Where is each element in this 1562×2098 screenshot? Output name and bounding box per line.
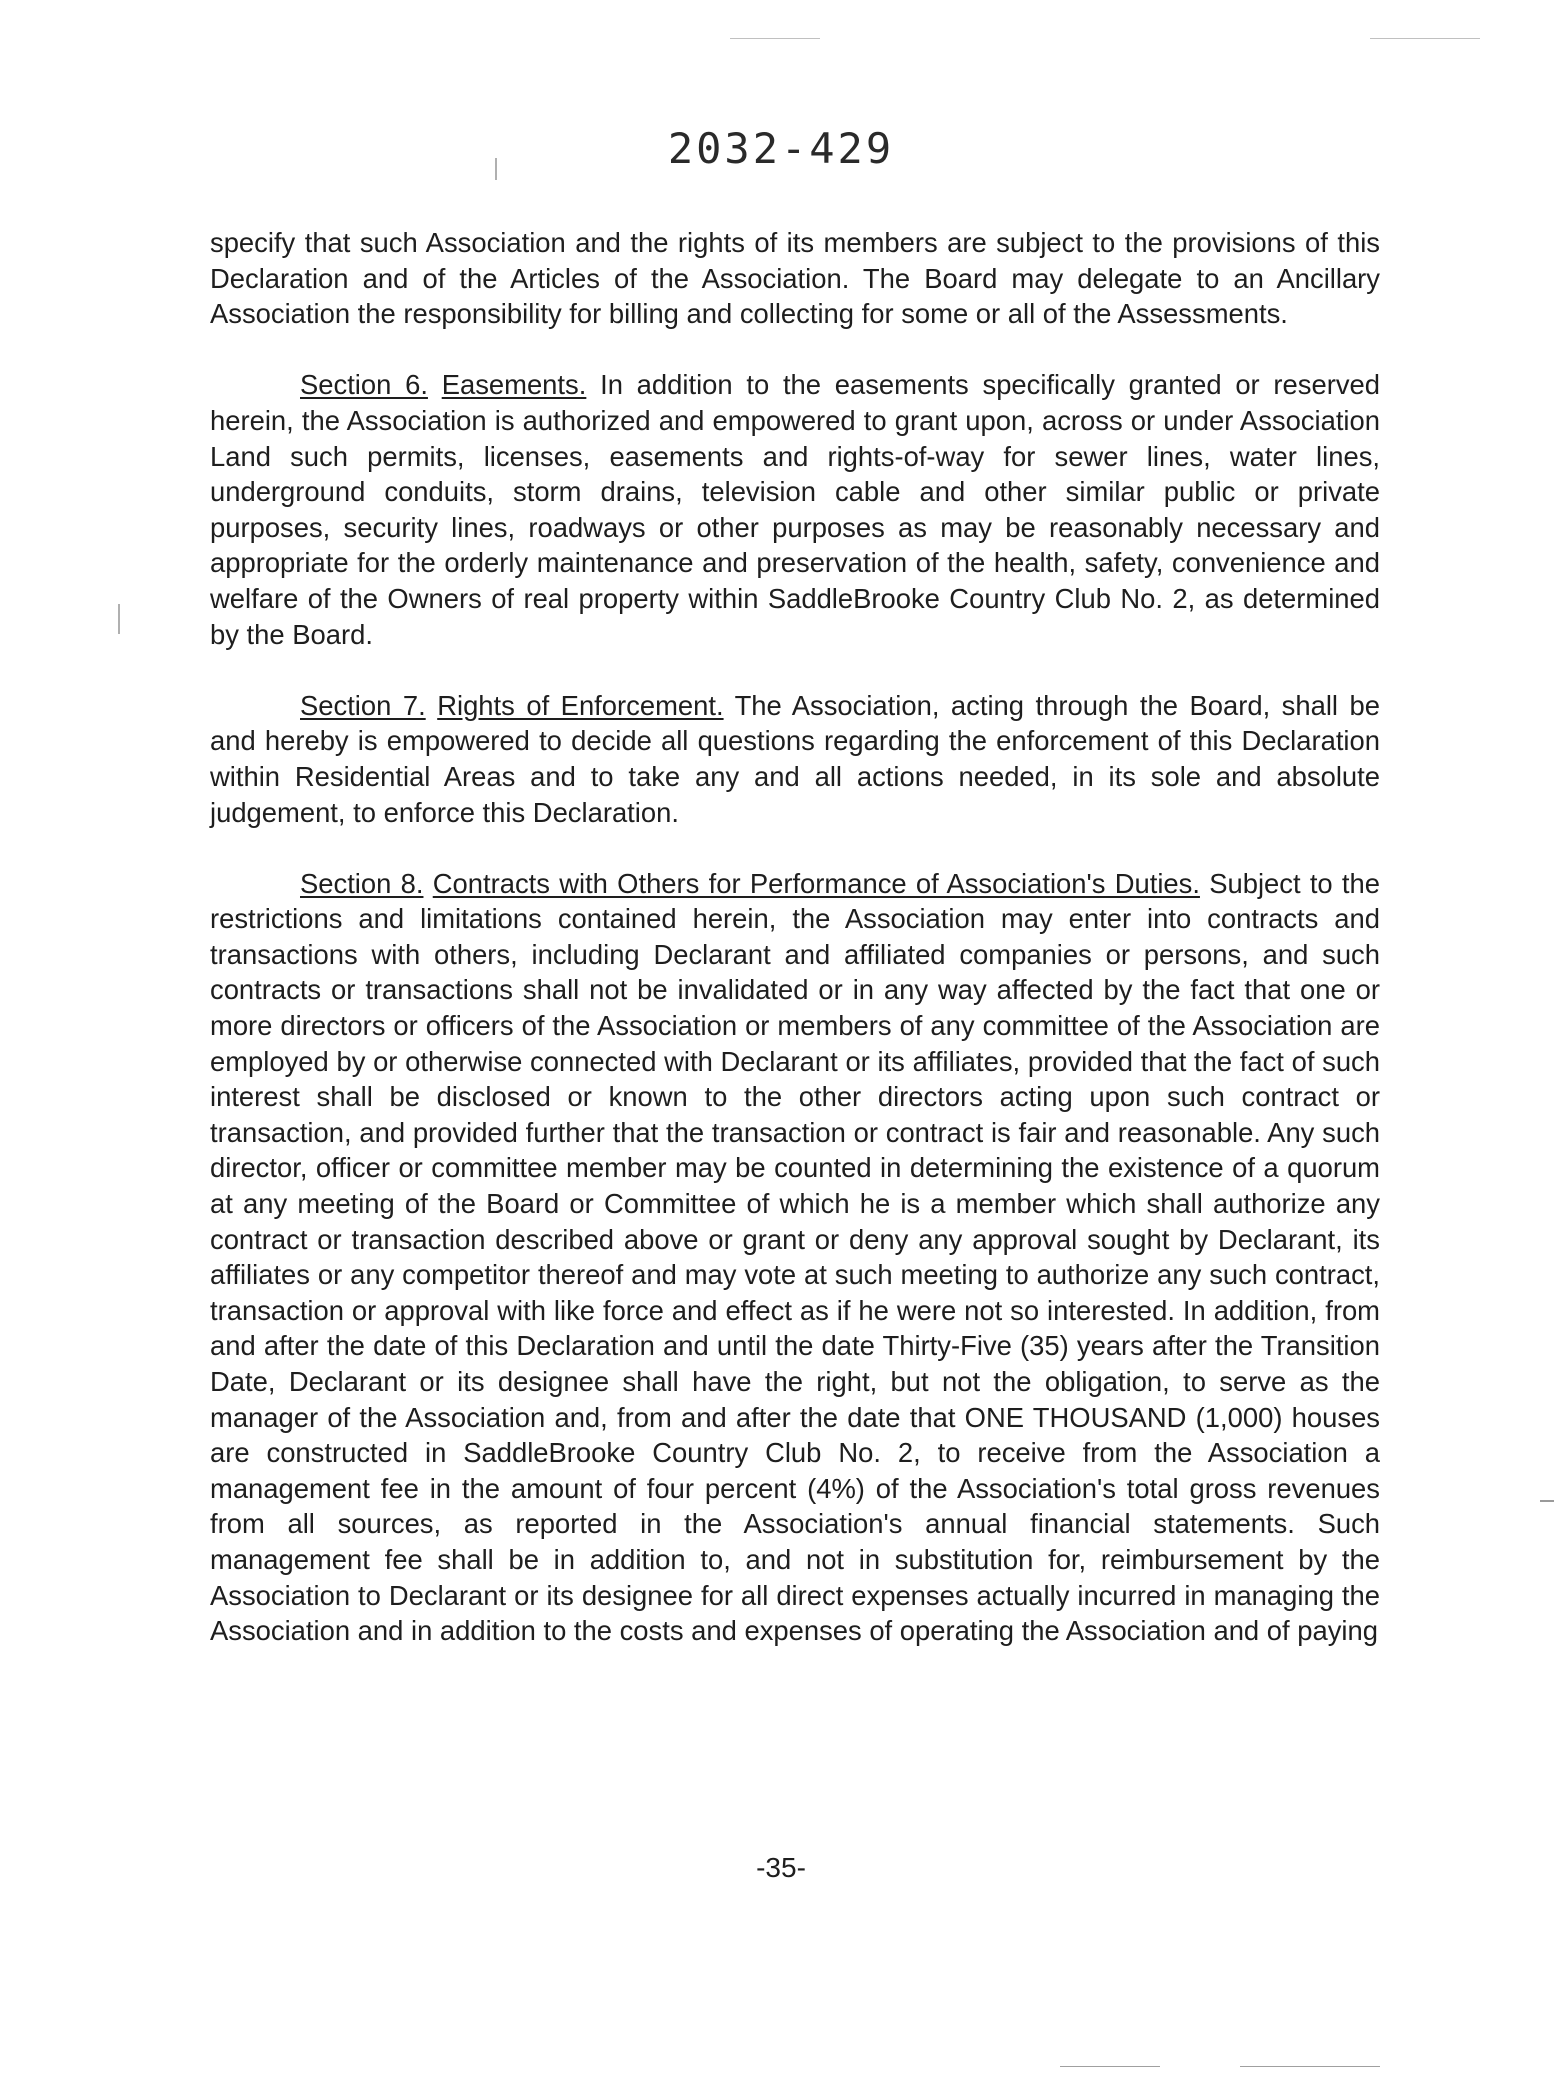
scan-artifact: [1240, 2066, 1380, 2067]
section-label: Section 6.: [300, 369, 428, 401]
scan-artifact: [730, 38, 820, 39]
scan-artifact: [1370, 38, 1480, 39]
section-title: Easements.: [441, 369, 587, 401]
page-number: -35-: [756, 1852, 806, 1883]
section-label: Section 8.: [300, 867, 424, 899]
section-label: Section 7.: [300, 689, 426, 721]
document-body: [210, 225, 1380, 1684]
section-title: Rights of Enforcement.: [437, 689, 724, 721]
section-8-contracts: [210, 866, 1380, 1649]
section-6-easements: [210, 367, 1380, 652]
scan-artifact: [1060, 2066, 1160, 2067]
paragraph-text: specify that such Association and the rights of its members are subject to the provisions of this Declaration and of the Articles of the Association. The Board may delegate to an Ancillary Association the responsibility for billing and collecting for some or all of the Assessments.: [210, 227, 1380, 330]
section-7-rights-of-enforcement: [210, 688, 1380, 830]
paragraph-continuation: [210, 225, 1380, 332]
scan-artifact: [1540, 1500, 1554, 1502]
section-text: The Association, acting through the Board, shall be and hereby is empowered to decide all questions regarding the enforcement of this Declaration within Residential Areas and to take any and all actions needed, in its sole and absolute judgement, to enforce this Declaration.: [210, 689, 1380, 828]
section-text: Subject to the restrictions and limitations contained herein, the Association may enter into contracts and transactions with others, including Declarant and affiliated companies or persons, and such contracts or transactions shall not be invalidated or in any way affected by the fact that one or more directors or officers of the Association or members of any committee of the Association are employed by or otherwise connected with Declarant or its affiliates, provided that the fact of such interest shall be disclosed or known to the other directors acting upon such contract or transaction, and provided further that the transaction or contract is fair and reasonable. Any such director, officer or committee member may be counted in determining the existence of a quorum at any meeting of the Board or Committee of which he is a member which shall authorize any contract or transaction described above or grant or deny any approval sought by Declarant, its affiliates or any competitor thereof and may vote at such meeting to authorize any such contract, transaction or approval with like force and effect as if he were not so interested. In addition, from and after the date of this Declaration and until the date Thirty-Five (35) years after the Transition Date, Declarant or its designee shall have the right, but not the obligation, to serve as the manager of the Association and, from and after the date that ONE THOUSAND (1,000) houses are constructed in SaddleBrooke Country Club No. 2, to receive from the Association a management fee in the amount of four percent (4%) of the Association's total gross revenues from all sources, as reported in the Association's annual financial statements. Such management fee shall be in addition to, and not in substitution for, reimbursement by the Association to Declarant or its designee for all direct expenses actually incurred in managing the Association and in addition to the costs and expenses of operating the Association and of paying: [210, 867, 1380, 1647]
section-title: Contracts with Others for Performance of Association's Duties.: [432, 867, 1200, 899]
document-number: 2032-429: [667, 124, 895, 173]
section-text: In addition to the easements specifically granted or reserved herein, the Association is authorized and empowered to grant upon, across or under Association Land such permits, licenses, easements and rights-of-way for sewer lines, water lines, underground conduits, storm drains, television cable and other similar public or private purposes, security lines, roadways or other purposes as may be reasonably necessary and appropriate for the orderly maintenance and preservation of the health, safety, convenience and welfare of the Owners of real property within SaddleBrooke Country Club No. 2, as determined by the Board.: [210, 369, 1380, 650]
scan-artifact: [118, 604, 120, 634]
